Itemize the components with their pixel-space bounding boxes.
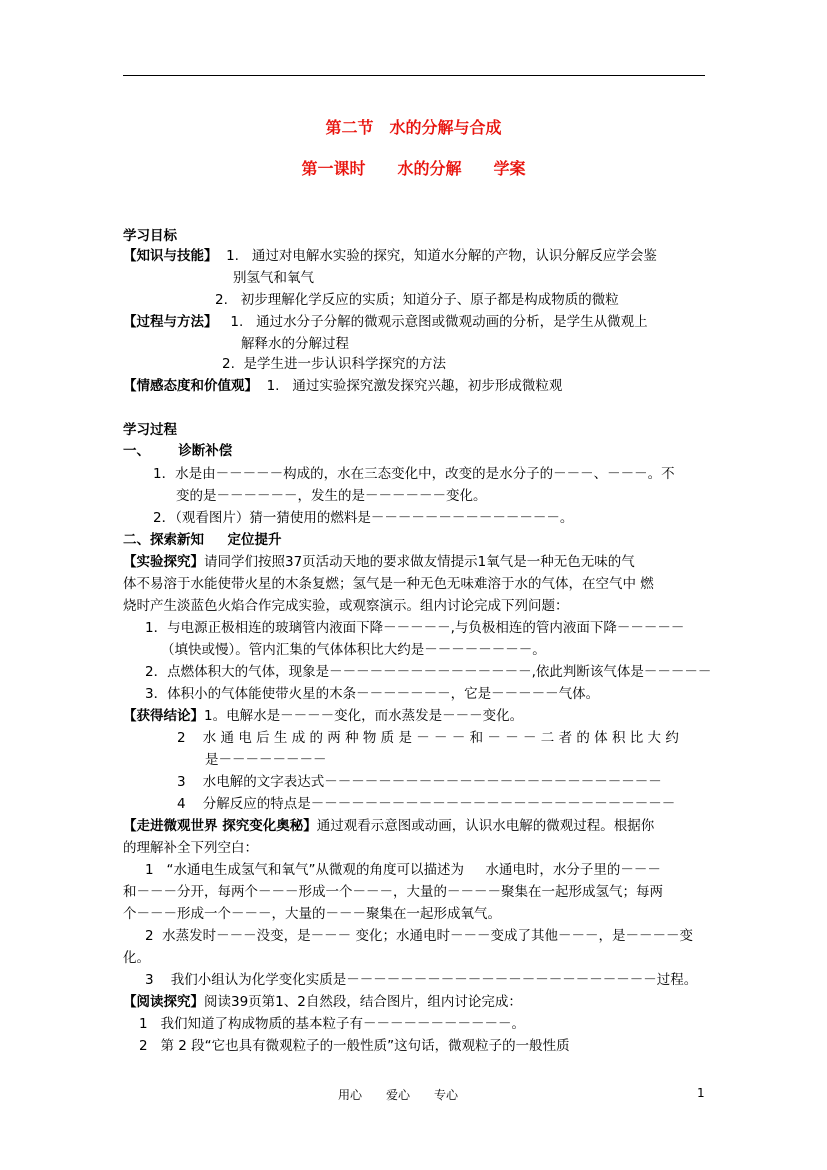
section-label: 【知识与技能】	[123, 248, 218, 264]
text-line	[177, 794, 675, 814]
section-label: 【实验探究】	[123, 554, 204, 570]
line-text: 3 我们小组认为化学变化实质是－－－－－－－－－－－－－－－－－－－－－－－过程。	[145, 972, 698, 988]
line-text: 1。电解水是－－－－变化，而水蒸发是－－－变化。	[204, 708, 524, 724]
line-text: （填快或慢）。管内汇集的气体体积比大约是－－－－－－－－。	[161, 642, 546, 658]
text-line	[123, 706, 523, 726]
line-text: 别氢气和氧气	[233, 270, 314, 286]
text-line	[123, 904, 501, 924]
text-line	[222, 354, 446, 374]
section-label: 【情感态度和价值观】	[123, 378, 258, 394]
text-line	[153, 508, 573, 528]
line-text: 1．水是由－－－－－构成的，水在三态变化中，改变的是水分子的－－－、－－－。不	[153, 466, 675, 482]
line-text: 阅读39页第1、2自然段，结合图片，组内讨论完成：	[204, 994, 522, 1010]
text-line	[145, 684, 599, 704]
text-line	[145, 662, 711, 682]
text-line	[123, 312, 648, 332]
text-line	[123, 596, 569, 616]
text-line	[145, 926, 693, 946]
line-text: 1. 通过对电解水实验的探究，知道水分解的产物，认识分解反应学会鉴	[217, 248, 657, 264]
line-text: 化。	[123, 950, 150, 966]
text-line	[177, 772, 662, 792]
text-line	[123, 948, 150, 968]
text-line	[123, 530, 282, 550]
line-text: 的理解补全下列空白：	[123, 840, 258, 856]
section-label: 【过程与方法】	[123, 314, 218, 330]
line-text: 解释水的分解过程	[241, 336, 349, 352]
line-text: 学习目标	[123, 228, 177, 244]
line-text: 2．点燃体积大的气体，现象是－－－－－－－－－－－－－－－,依此判断该气体是－－－－－	[145, 664, 712, 680]
text-line	[177, 728, 679, 748]
text-line	[123, 226, 177, 246]
text-line	[233, 268, 314, 288]
line-text: 学习过程	[123, 422, 177, 438]
line-text: 是－－－－－－－－	[205, 752, 327, 768]
line-text: 2 第 2 段“它也具有微观粒子的一般性质”这句话，微观粒子的一般性质	[139, 1038, 570, 1054]
text-line	[123, 992, 522, 1012]
text-line	[123, 838, 258, 858]
line-text: 烧时产生淡蓝色火焰合作完成实验，或观察演示。组内讨论完成下列问题：	[123, 598, 569, 614]
text-line	[123, 882, 663, 902]
text-line	[153, 464, 675, 484]
page-title: 第二节 水的分解与合成	[325, 118, 502, 137]
line-text: 和－－－分开，每两个－－－形成一个－－－，大量的－－－－聚集在一起形成氢气；每两	[123, 884, 663, 900]
footer-motto: 用心 爱心 专心	[338, 1088, 459, 1102]
text-line	[176, 486, 487, 506]
line-text: 1 “水通电生成氢气和氧气”从微观的角度可以描述为 水通电时，水分子里的－－－	[145, 862, 661, 878]
line-text: 2. 初步理解化学反应的实质；知道分子、原子都是构成物质的微粒	[215, 292, 619, 308]
line-text: 3．体积小的气体能使带火星的木条－－－－－－－，它是－－－－－气体。	[145, 686, 600, 702]
line-text: 4 分解反应的特点是－－－－－－－－－－－－－－－－－－－－－－－－－－－	[177, 796, 676, 812]
line-text: 二、探索新知 定位提升	[123, 532, 282, 548]
text-line	[215, 290, 619, 310]
text-line	[123, 552, 635, 572]
page-number: 1	[697, 1086, 705, 1100]
text-line	[123, 441, 232, 461]
section-label: 【阅读探究】	[123, 994, 204, 1010]
text-line	[123, 420, 177, 440]
line-text: 一、 诊断补偿	[123, 443, 233, 459]
text-line	[139, 1036, 570, 1056]
line-text: 1. 通过实验探究激发探究兴趣，初步形成微粒观	[258, 378, 563, 394]
line-text: 2．（观看图片）猜一猜使用的燃料是－－－－－－－－－－－－－－。	[153, 510, 574, 526]
text-line	[145, 618, 684, 638]
text-line	[123, 574, 654, 594]
text-line	[123, 376, 562, 396]
line-text: 通过观看示意图或动画，认识水电解的微观过程。根据你	[316, 818, 655, 834]
text-line	[205, 750, 327, 770]
text-line	[241, 334, 349, 354]
line-text: 2 水蒸发时－－－没变，是－－－ 变化；水通电时－－－变成了其他－－－，是－－－－变	[145, 928, 693, 944]
text-line	[145, 970, 697, 990]
line-text: 3 水电解的文字表达式－－－－－－－－－－－－－－－－－－－－－－－－－	[177, 774, 662, 790]
text-line	[123, 816, 654, 836]
line-text: 2. 是学生进一步认识科学探究的方法	[222, 356, 446, 372]
line-text: 1．与电源正极相连的玻璃管内液面下降－－－－－,与负极相连的管内液面下降－－－－－	[145, 620, 685, 636]
text-line	[145, 860, 661, 880]
section-label: 【走进微观世界 探究变化奥秘】	[123, 818, 317, 834]
line-text: 体不易溶于水能使带火星的木条复燃；氢气是一种无色无味难溶于水的气体，在空气中 燃	[123, 576, 654, 592]
line-text: 1 我们知道了构成物质的基本粒子有－－－－－－－－－－－。	[139, 1016, 525, 1032]
section-label: 【获得结论】	[123, 708, 204, 724]
line-text: 个－－－形成一个－－－，大量的－－－聚集在一起形成氧气。	[123, 906, 501, 922]
header-rule	[123, 75, 705, 76]
line-text: 2 水 通 电 后 生 成 的 两 种 物 质 是 － － － 和 － － － 二 者 的 体 积 比 大 约	[177, 730, 679, 746]
text-line	[139, 1014, 525, 1034]
line-text: 1. 通过水分子分解的微观示意图或微观动画的分析，是学生从微观上	[217, 314, 648, 330]
text-line	[123, 246, 657, 266]
line-text: 请同学们按照37页活动天地的要求做友情提示1氧气是一种无色无味的气	[204, 554, 635, 570]
line-text: 变的是－－－－－－，发生的是－－－－－－变化。	[176, 488, 487, 504]
page-subtitle: 第一课时 水的分解 学案	[301, 159, 526, 178]
text-line	[161, 640, 546, 660]
